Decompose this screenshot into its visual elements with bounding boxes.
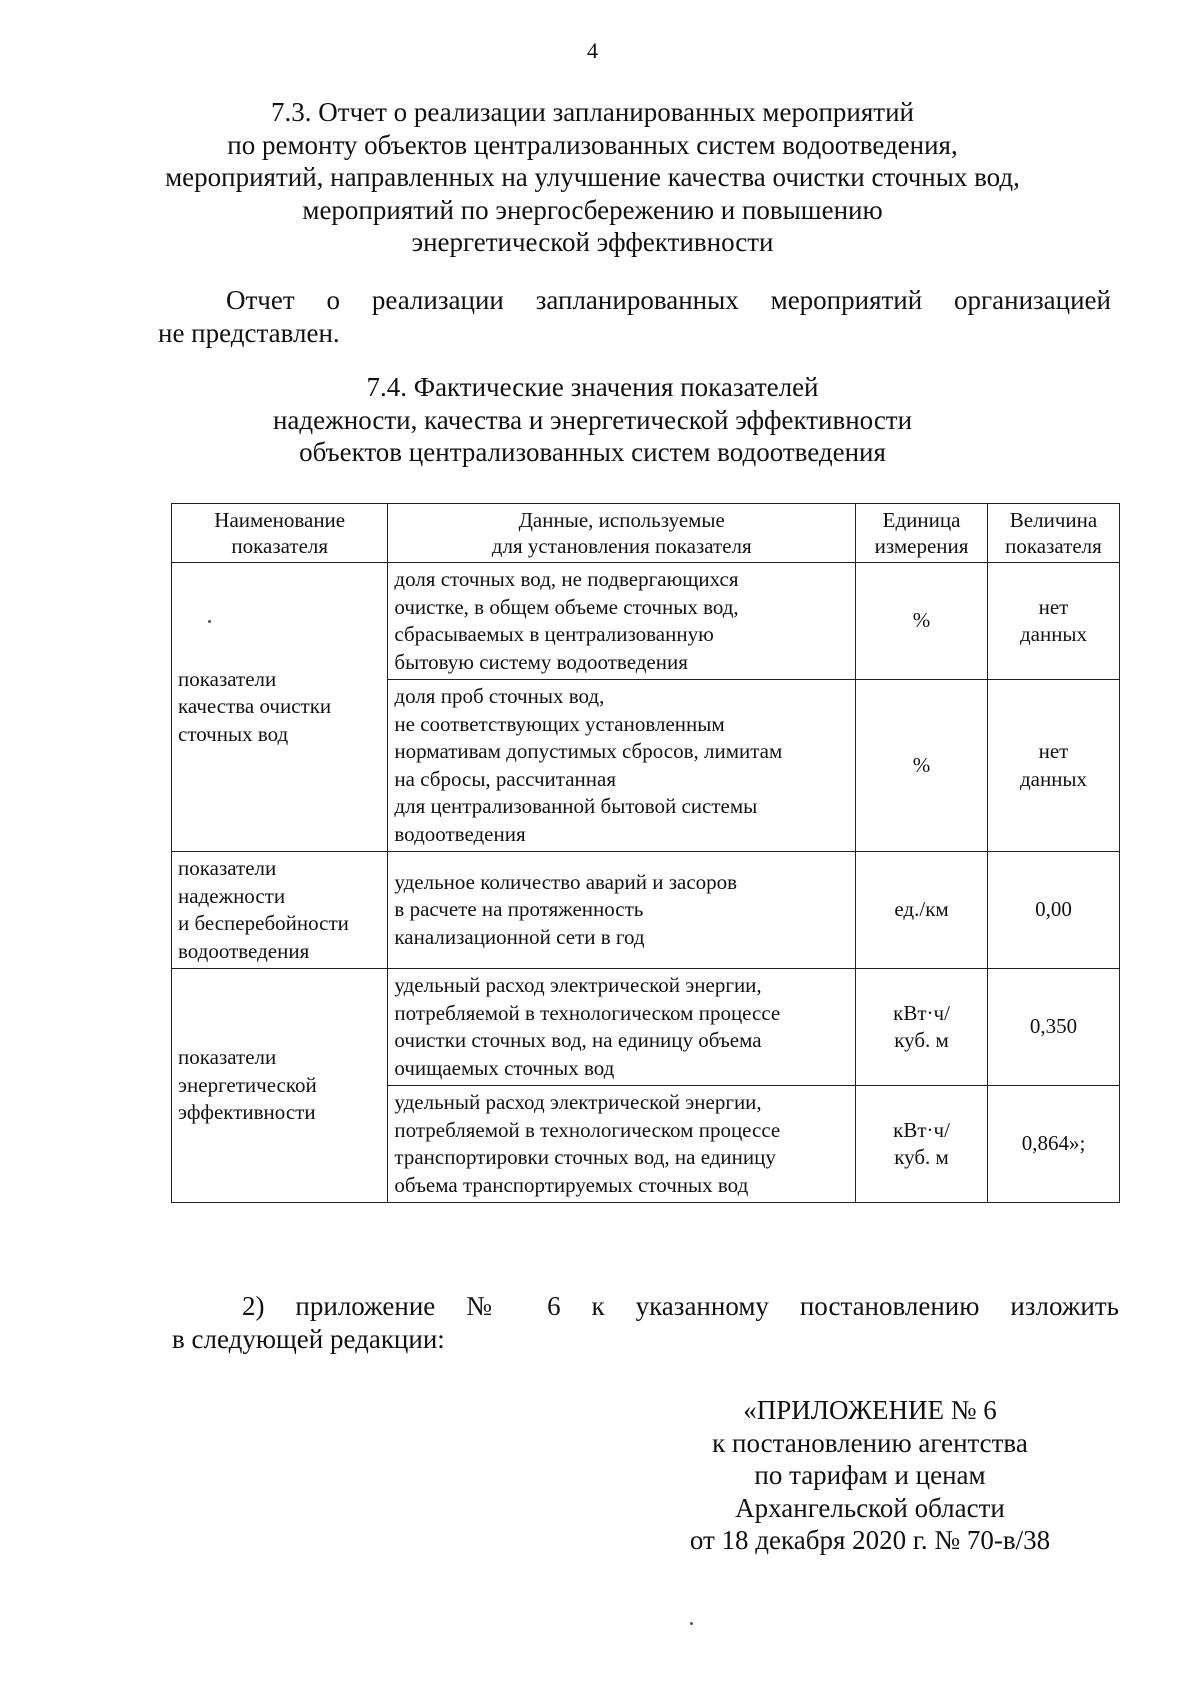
unit-cell: кВт·ч/ куб. м xyxy=(856,969,988,1086)
data-cell: удельный расход электрической энергии, потребляемой в технологическом процессе транспортировки сточных вод, на единицу объема транспортируемых сточных вод xyxy=(388,1086,856,1203)
scan-speck xyxy=(690,1622,693,1625)
unit-cell: % xyxy=(856,563,988,680)
value-cell: нет данных xyxy=(988,563,1120,680)
section-7-3-paragraph xyxy=(158,284,1111,349)
data-cell: удельный расход электрической энергии, потребляемой в технологическом процессе очистки сточных вод, на единицу объема очищаемых сточных вод xyxy=(388,969,856,1086)
unit-cell: кВт·ч/ куб. м xyxy=(856,1086,988,1203)
paragraph-line: 2) приложение № 6 к указанному постановлению изложить xyxy=(242,1291,1119,1321)
group-name-cell: показатели качества очистки сточных вод xyxy=(172,563,388,852)
heading-line: энергетической эффективности xyxy=(411,227,774,257)
header-unit: Единица измерения xyxy=(856,504,988,563)
item-2-paragraph xyxy=(172,1290,1119,1355)
heading-line: по ремонту объектов централизованных систем водоотведения, xyxy=(227,129,958,160)
table-row xyxy=(172,563,1120,680)
value-cell: 0,00 xyxy=(988,852,1120,969)
value-cell: 0,864»; xyxy=(988,1086,1120,1203)
heading-line: мероприятий по энергосбережению и повышению xyxy=(302,194,883,225)
appendix-header xyxy=(660,1394,1080,1557)
paragraph-line: не представлен. xyxy=(158,317,340,348)
group-name-cell: показатели энергетической эффективности xyxy=(172,969,388,1203)
heading-line: 7.4. Фактические значения показателей xyxy=(366,372,819,402)
group-name-cell: показатели надежности и бесперебойности водоотведения xyxy=(172,852,388,969)
heading-line: мероприятий, направленных на улучшение качества очистки сточных вод, xyxy=(165,162,1020,192)
heading-line: 7.3. Отчет о реализации запланированных мероприятий xyxy=(271,97,914,127)
paragraph-line: в следующей редакции: xyxy=(172,1323,445,1354)
data-cell: доля проб сточных вод, не соответствующих установленным нормативам допустимых сбросов, лимитам на сбросы, рассчитанная для централизованной бытовой системы водоотведения xyxy=(388,680,856,852)
table-row xyxy=(172,969,1120,1086)
value-cell: нет данных xyxy=(988,680,1120,852)
table-header-row xyxy=(172,504,1120,563)
appendix-line: по тарифам и ценам xyxy=(754,1460,986,1490)
section-7-3-heading xyxy=(0,96,1185,259)
data-cell: доля сточных вод, не подвергающихся очистке, в общем объеме сточных вод, сбрасываемых в централизованную бытовую систему водоотведения xyxy=(388,563,856,680)
heading-line: надежности, качества и энергетической эффективности xyxy=(272,404,913,435)
section-7-4-heading xyxy=(0,371,1185,469)
paragraph-line: Отчет о реализации запланированных мероприятий организацией xyxy=(226,285,1111,315)
appendix-line: «ПРИЛОЖЕНИЕ № 6 xyxy=(743,1395,997,1425)
value-cell: 0,350 xyxy=(988,969,1120,1086)
appendix-line: Архангельской области xyxy=(735,1492,1005,1523)
heading-line: объектов централизованных систем водоотведения xyxy=(299,437,886,467)
unit-cell: % xyxy=(856,680,988,852)
appendix-line: от 18 декабря 2020 г. № 70-в/38 xyxy=(689,1525,1051,1555)
header-source-data: Данные, используемые для установления показателя xyxy=(388,504,856,563)
table-row xyxy=(172,852,1120,969)
appendix-line: к постановлению агентства xyxy=(712,1427,1028,1458)
indicators-table xyxy=(171,503,1120,1203)
page-number: 4 xyxy=(587,38,598,63)
header-indicator-name: Наименование показателя xyxy=(172,504,388,563)
header-value: Величина показателя xyxy=(988,504,1120,563)
unit-cell: ед./км xyxy=(856,852,988,969)
scan-speck xyxy=(208,620,211,623)
data-cell: удельное количество аварий и засоров в расчете на протяженность канализационной сети в год xyxy=(388,852,856,969)
